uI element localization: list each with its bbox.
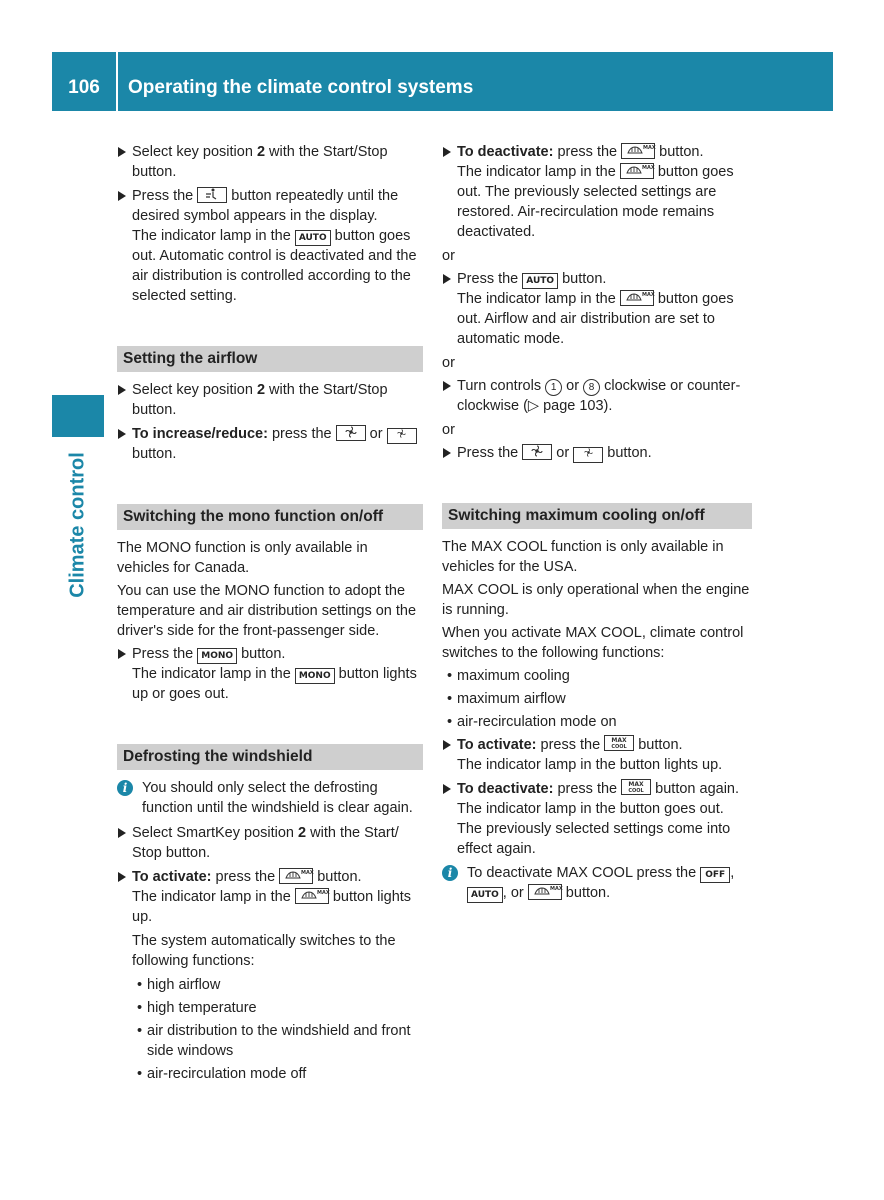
maxcool-functions-intro: When you activate MAX COOL, climate control switches to the following functions:	[442, 625, 744, 661]
svg-text:MAX: MAX	[628, 781, 644, 788]
list-item: • maximum cooling	[442, 666, 752, 686]
list-item: • maximum airflow	[442, 689, 752, 709]
header-divider	[116, 52, 118, 111]
svg-text:MAX: MAX	[643, 145, 656, 151]
step-airflow-adjust: To increase/reduce: press the or button.	[117, 424, 423, 464]
list-item: • air distribution to the windshield and front side windows	[132, 1021, 423, 1061]
defrost-max-icon	[620, 290, 654, 306]
side-tab	[52, 440, 104, 610]
defrost-max-icon	[620, 163, 654, 179]
defrost-max-icon	[295, 888, 329, 904]
fan-down-icon	[573, 447, 603, 463]
step-maxcool-deactivate: To deactivate: press the MAX COOL button again. The indicator lamp in the button goes out. The previously selected settings come into effect again.	[442, 779, 752, 859]
page-title: Operating the climate control systems	[128, 77, 474, 98]
left-column	[117, 142, 423, 1087]
defrost-info-note: i You should only select the defrosting function until the windshield is clear again.	[117, 778, 423, 818]
list-item: • high temperature	[132, 998, 423, 1018]
auto-icon: AUTO	[467, 887, 503, 903]
section-heading-defrost: Defrosting the windshield	[117, 744, 423, 770]
defrost-max-icon	[621, 143, 655, 159]
defrost-function-list	[117, 975, 423, 1084]
info-icon: i	[442, 865, 458, 881]
maxcool-info-note: i To deactivate MAX COOL press the OFF , AUTO , or MAX button.	[442, 863, 752, 903]
max-cool-icon	[621, 779, 651, 795]
defrost-functions-intro: The system automatically switches to the following functions:	[132, 933, 396, 969]
side-tab-marker	[52, 395, 104, 437]
side-tab-label: Climate control	[66, 452, 89, 598]
info-icon: i	[117, 780, 133, 796]
maxcool-function-list	[442, 666, 752, 732]
fan-up-icon	[336, 425, 366, 441]
auto-icon: AUTO	[295, 230, 331, 246]
defrost-max-icon	[279, 868, 313, 884]
svg-text:MAX: MAX	[641, 165, 655, 171]
svg-text:COOL: COOL	[628, 788, 644, 794]
off-icon: OFF	[700, 867, 730, 883]
list-item: • air-recirculation mode on	[442, 712, 752, 732]
step-mono: Press the MONO button. The indicator lamp in the MONO button lights up or goes out.	[117, 644, 423, 704]
step-airflow-key: Select key position 2 with the Start/Stop button.	[117, 380, 423, 420]
svg-text:COOL: COOL	[611, 744, 627, 750]
fan-down-icon	[387, 428, 417, 444]
defrost-max-icon	[528, 884, 562, 900]
step-auto: Press the AUTO button. The indicator lamp in the MAX button goes out. Airflow and air distribution are set to automatic mode.	[442, 269, 752, 349]
mono-description: You can use the MONO function to adopt the temperature and air distribution settings on the driver's side for the front-passenger side.	[117, 583, 417, 639]
mono-availability: The MONO function is only available in vehicles for Canada.	[117, 540, 368, 576]
control-1-icon: 1	[545, 379, 562, 396]
svg-text:MAX: MAX	[316, 890, 330, 896]
maxcool-availability: The MAX COOL function is only available in vehicles for the USA.	[442, 539, 724, 575]
step-turn-controls: Turn controls 1 or 8 clockwise or counter-clockwise (▷ page 103).	[442, 376, 752, 416]
control-8-icon: 8	[583, 379, 600, 396]
air-distribution-icon	[197, 187, 227, 203]
list-item: • air-recirculation mode off	[132, 1064, 423, 1084]
or-separator: or	[442, 248, 455, 264]
svg-text:MAX: MAX	[611, 737, 627, 744]
list-item: • high airflow	[132, 975, 423, 995]
step-defrost-deactivate: To deactivate: press the MAX button. The indicator lamp in the MAX button goes out. The previously selected settings are restored. Air-recirculation mode remains deactivated.	[442, 142, 752, 242]
or-separator: or	[442, 355, 455, 371]
step-defrost-activate: To activate: press the MAX button. The indicator lamp in the MAX button lights up. The system automatically switches to the following functions:	[117, 867, 423, 971]
mono-icon: MONO	[295, 668, 335, 684]
section-heading-airflow: Setting the airflow	[117, 346, 423, 372]
right-column	[442, 142, 752, 908]
step-maxcool-activate: To activate: press the MAX COOL button. The indicator lamp in the button lights up.	[442, 735, 752, 775]
page-number: 106	[68, 77, 100, 98]
step-defrost-key: Select SmartKey position 2 with the Start/ Stop button.	[117, 823, 423, 863]
auto-icon: AUTO	[522, 273, 558, 289]
step-fan-buttons: Press the or button.	[442, 443, 752, 463]
step-select-key: Select key position 2 with the Start/Stop button.	[117, 142, 423, 182]
page-header	[52, 52, 833, 111]
mono-icon: MONO	[197, 648, 237, 664]
svg-text:MAX: MAX	[301, 870, 314, 876]
or-separator: or	[442, 422, 455, 438]
fan-up-icon	[522, 444, 552, 460]
svg-text:MAX: MAX	[641, 292, 655, 298]
section-heading-maxcool: Switching maximum cooling on/off	[442, 503, 752, 529]
maxcool-operational: MAX COOL is only operational when the engine is running.	[442, 582, 750, 618]
section-heading-mono: Switching the mono function on/off	[117, 504, 423, 530]
step-air-distribution: Press the button repeatedly until the desired symbol appears in the display. The indicator lamp in the AUTO button goes out. Automatic control is deactivated and the air distribution is controlled according to the selected setting.	[117, 186, 423, 306]
svg-text:MAX: MAX	[549, 886, 563, 892]
max-cool-icon	[604, 735, 634, 751]
